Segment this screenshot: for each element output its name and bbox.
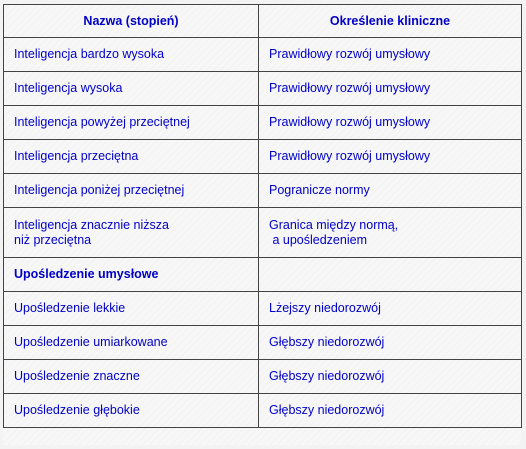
table-row [4, 140, 522, 174]
table-row [4, 106, 522, 140]
column-header-clinical: Określenie kliniczne [259, 5, 522, 38]
row-clinical-cell: Głębszy niedorozwój [259, 360, 522, 394]
row-name-cell: Upośledzenie znaczne [4, 360, 259, 394]
row-clinical-cell: Lżejszy niedorozwój [259, 292, 522, 326]
row-name-cell: Inteligencja powyżej przeciętnej [4, 106, 259, 140]
table-row [4, 360, 522, 394]
row-clinical-cell: Prawidłowy rozwój umysłowy [259, 38, 522, 72]
row-name-cell: Upośledzenie lekkie [4, 292, 259, 326]
classification-table-container [3, 4, 521, 445]
table-row [4, 292, 522, 326]
row-clinical-cell: Prawidłowy rozwój umysłowy [259, 106, 522, 140]
table-row [4, 38, 522, 72]
column-header-name: Nazwa (stopień) [4, 5, 259, 38]
row-name-cell: Upośledzenie umiarkowane [4, 326, 259, 360]
row-clinical-cell: Prawidłowy rozwój umysłowy [259, 140, 522, 174]
intelligence-classification-table [3, 4, 522, 428]
table-row-section [4, 258, 522, 292]
table-row [4, 394, 522, 428]
row-name-cell: Inteligencja przeciętna [4, 140, 259, 174]
table-row [4, 326, 522, 360]
row-name-cell [4, 208, 259, 258]
row-name-cell: Inteligencja wysoka [4, 72, 259, 106]
row-clinical-cell: Głębszy niedorozwój [259, 394, 522, 428]
row-clinical-cell: Prawidłowy rozwój umysłowy [259, 72, 522, 106]
row-clinical-cell [259, 258, 522, 292]
row-clinical-line2: a upośledzeniem [269, 232, 367, 247]
row-name-cell: Inteligencja bardzo wysoka [4, 38, 259, 72]
header-row [4, 5, 522, 38]
table-row [4, 174, 522, 208]
row-name-cell: Upośledzenie głębokie [4, 394, 259, 428]
row-clinical-cell: Pogranicze normy [259, 174, 522, 208]
row-clinical-line1: Granica między normą, [269, 217, 399, 232]
row-name-line1: Inteligencja znacznie niższa [14, 217, 169, 232]
table-row [4, 72, 522, 106]
section-heading-cell: Upośledzenie umysłowe [4, 258, 259, 292]
row-clinical-cell [259, 208, 522, 258]
row-name-line2: niż przeciętna [14, 232, 92, 247]
row-name-cell: Inteligencja poniżej przeciętnej [4, 174, 259, 208]
row-clinical-cell: Głębszy niedorozwój [259, 326, 522, 360]
table-row [4, 208, 522, 258]
